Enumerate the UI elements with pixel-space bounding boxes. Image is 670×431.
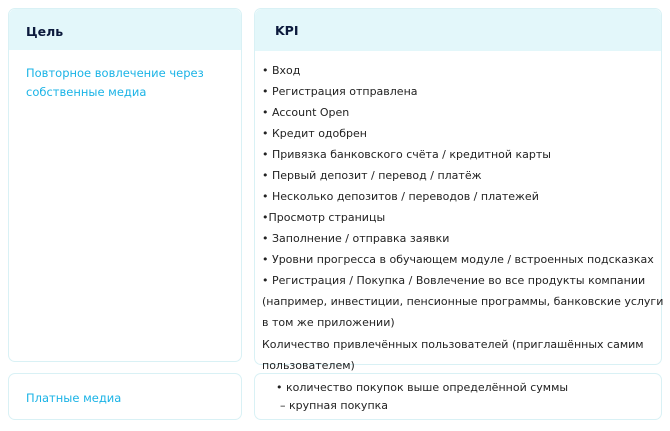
kpi-item: • Привязка банковского счёта / кредитной карты [262,148,551,161]
kpi-item: (например, инвестиции, пенсионные программы, банковские услуги [262,295,664,308]
kpi-item: • Заполнение / отправка заявки [262,232,450,245]
kpi-item: • Кредит одобрен [262,127,367,140]
kpi-item: • Вход [262,64,301,77]
goal-panel-owned-media [8,8,242,362]
goal-header [9,9,241,50]
kpi-item: • Несколько депозитов / переводов / платежей [262,190,539,203]
kpi-panel-owned-media [254,8,662,365]
kpi-item: •Просмотр страницы [262,211,386,224]
kpi-item: • Уровни прогресса в обучающем модуле / встроенных подсказках [262,253,654,266]
kpi-item: в том же приложении) [262,316,395,329]
kpi-item: • Account Open [262,106,350,119]
kpi-item: • количество покупок выше определённой суммы [276,381,569,394]
kpi-item: – крупная покупка [280,399,389,412]
kpi-header-title: KPI [275,23,299,38]
kpi-item: пользователем) [262,359,355,372]
kpi-item: • Регистрация отправлена [262,85,418,98]
kpi-header [255,9,661,51]
goal-header-title: Цель [26,24,64,39]
goal-paid-media: Платные медиа [26,391,122,405]
goal-owned-media: Повторное вовлечение через собственные медиа [26,66,204,99]
kpi-item: • Первый депозит / перевод / платёж [262,169,482,182]
kpi-item: Количество привлечённых пользователей (приглашённых самим [262,338,644,351]
kpi-item: • Регистрация / Покупка / Вовлечение во все продукты компании [262,274,646,287]
